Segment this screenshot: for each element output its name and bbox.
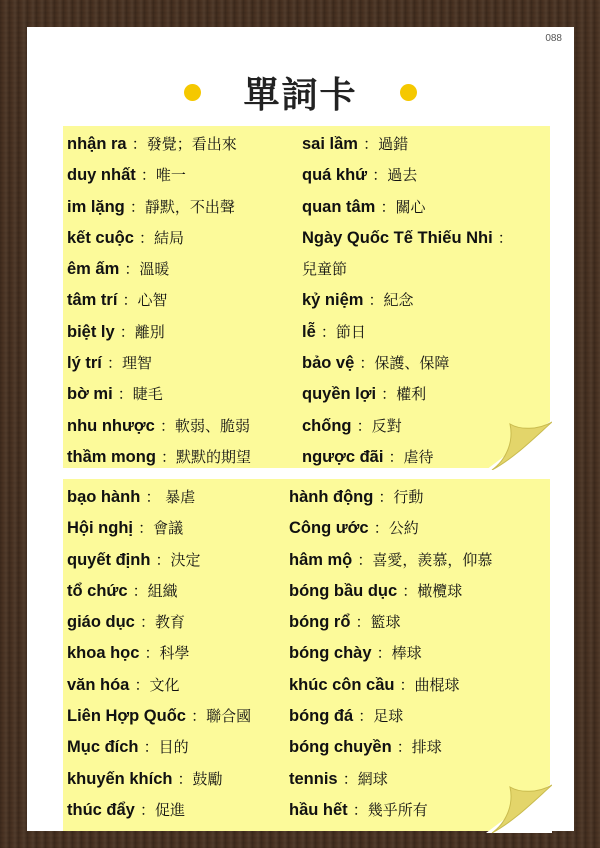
chinese-meaning: ： 暴虐: [145, 488, 196, 506]
vietnamese-word: khoa học: [67, 644, 140, 663]
vocab-entry: [302, 253, 513, 284]
chinese-meaning: ：默默的期望: [161, 447, 252, 466]
chinese-meaning: ：目的: [143, 738, 189, 757]
vietnamese-word: tâm trí: [67, 291, 118, 310]
vietnamese-word: bờ mi: [67, 385, 113, 404]
vocab-entry: [302, 159, 513, 190]
vocab-entry: [67, 794, 251, 825]
vietnamese-word: biệt ly: [67, 322, 115, 341]
vietnamese-word: khúc côn cầu: [289, 675, 395, 694]
vietnamese-word: thầm mong: [67, 447, 156, 466]
vocab-entry: [302, 222, 513, 253]
vocab-entry: [67, 410, 251, 441]
vocab-entry: [302, 347, 513, 378]
chinese-meaning: ：關心: [380, 197, 426, 216]
vietnamese-word: Liên Hợp Quốc: [67, 707, 186, 726]
vocab-entry: [289, 794, 492, 825]
chinese-meaning: ：棒球: [376, 644, 422, 663]
page-title: 單詞卡: [243, 74, 358, 116]
vietnamese-word: bóng đá: [289, 707, 354, 726]
vietnamese-word: bảo vệ: [302, 354, 355, 373]
chinese-meaning: ：會議: [138, 519, 184, 538]
vocab-entry: [289, 669, 492, 700]
vietnamese-word: nhận ra: [67, 135, 127, 153]
chinese-meaning: ：網球: [342, 769, 388, 788]
chinese-meaning: ：喜愛，羨慕，仰慕: [357, 550, 493, 569]
chinese-meaning: ：過去: [372, 166, 418, 185]
vietnamese-word: kết cuộc: [67, 228, 134, 247]
vocab-entry: [289, 637, 492, 668]
vietnamese-word: im lặng: [67, 197, 125, 216]
chinese-meaning: ：權利: [381, 385, 427, 404]
chinese-meaning: ：心智: [122, 291, 168, 310]
chinese-meaning: ：: [497, 228, 513, 247]
chinese-meaning: ：保護、保障: [359, 354, 450, 373]
chinese-meaning: ：促進: [139, 800, 185, 819]
chinese-meaning: ：睫毛: [117, 385, 163, 404]
vocab-entry: [67, 222, 251, 253]
vocab-column-right: [289, 481, 492, 825]
chinese-meaning: ：結局: [139, 228, 185, 247]
vocab-entry: [289, 700, 492, 731]
chinese-meaning: ：行動: [378, 488, 424, 506]
vocab-entry: [67, 731, 251, 762]
vietnamese-word: giáo dục: [67, 613, 135, 632]
yellow-dot-icon: [400, 84, 417, 101]
vietnamese-word: lý trí: [67, 354, 102, 373]
chinese-meaning: ：理智: [106, 354, 152, 373]
chinese-meaning: ：橄欖球: [402, 581, 463, 600]
vocab-entry: [302, 128, 513, 159]
chinese-meaning: ：靜默，不出聲: [129, 197, 235, 216]
vocab-entry: [289, 606, 492, 637]
vocab-entry: [67, 347, 251, 378]
vietnamese-word: duy nhất: [67, 166, 136, 185]
vietnamese-word: quyết định: [67, 550, 151, 569]
chinese-meaning: ：離別: [119, 322, 165, 341]
vietnamese-word: chống: [302, 416, 352, 435]
chinese-meaning: ：幾乎所有: [352, 800, 428, 819]
vietnamese-word: bóng bầu dục: [289, 581, 398, 600]
vocab-card-1: [63, 126, 550, 468]
vocab-entry: [67, 253, 251, 284]
vietnamese-word: lễ: [302, 322, 316, 341]
vocab-entry: [67, 316, 251, 347]
vietnamese-word: Công ước: [289, 519, 369, 538]
vocab-entry: [302, 316, 513, 347]
vocab-entry: [289, 763, 492, 794]
vocab-entry: [67, 284, 251, 315]
vocab-entry: [302, 378, 513, 409]
page-curl-icon: [486, 783, 552, 833]
vocab-column-right: [302, 128, 513, 472]
vocab-entry: [302, 284, 513, 315]
vietnamese-word: nhu nhược: [67, 416, 155, 435]
vocab-entry: [302, 441, 513, 472]
vocab-entry: [67, 637, 251, 668]
chinese-meaning: ：科學: [144, 644, 190, 663]
chinese-meaning: ：決定: [155, 550, 201, 569]
vietnamese-word: bóng chày: [289, 644, 372, 663]
vietnamese-word: thúc đẩy: [67, 800, 135, 819]
vietnamese-word: bạo hành: [67, 488, 141, 506]
vocab-entry: [289, 512, 492, 543]
vocab-entry: [302, 191, 513, 222]
vocab-entry: [289, 481, 492, 512]
vocab-card-2: [63, 479, 550, 831]
vocab-entry: [67, 575, 251, 606]
chinese-meaning: ：聯合國: [191, 707, 252, 726]
vietnamese-word: hầu hết: [289, 800, 348, 819]
chinese-meaning: ：過錯: [363, 135, 409, 153]
vietnamese-word: Hội nghị: [67, 519, 133, 538]
chinese-meaning: ：文化: [134, 675, 180, 694]
chinese-meaning: ：軟弱、脆弱: [159, 416, 250, 435]
chinese-meaning: ：排球: [396, 738, 442, 757]
vietnamese-word: ngược đãi: [302, 447, 384, 466]
vietnamese-word: bóng chuyền: [289, 738, 392, 757]
vocab-column-left: [67, 481, 251, 825]
chinese-meaning: ：反對: [356, 416, 402, 435]
yellow-dot-icon: [184, 84, 201, 101]
vocab-entry: [67, 700, 251, 731]
vietnamese-word: khuyến khích: [67, 769, 173, 788]
vietnamese-word: quá khứ: [302, 166, 368, 185]
chinese-meaning: ：教育: [139, 613, 185, 632]
vietnamese-word: êm ấm: [67, 260, 120, 279]
vietnamese-word: quan tâm: [302, 197, 376, 216]
vietnamese-word: Ngày Quốc Tế Thiếu Nhi: [302, 228, 493, 247]
vocab-entry: [67, 763, 251, 794]
vietnamese-word: quyền lợi: [302, 385, 377, 404]
vocab-entry: [67, 378, 251, 409]
chinese-meaning: ：發覺；看出來: [131, 135, 237, 153]
vocab-entry: [67, 544, 251, 575]
vocab-entry: [67, 159, 251, 190]
vocab-entry: [67, 669, 251, 700]
vocab-entry: [67, 512, 251, 543]
chinese-meaning: ：籃球: [355, 613, 401, 632]
vietnamese-word: hâm mộ: [289, 550, 353, 569]
chinese-meaning: ：虐待: [388, 447, 434, 466]
vietnamese-word: tổ chức: [67, 581, 128, 600]
chinese-meaning: ：足球: [358, 707, 404, 726]
chinese-meaning: 兒童節: [302, 260, 348, 279]
vocab-entry: [289, 731, 492, 762]
vocab-entry: [67, 441, 251, 472]
chinese-meaning: ：紀念: [368, 291, 414, 310]
chinese-meaning: ：鼓勵: [177, 769, 223, 788]
vietnamese-word: hành động: [289, 488, 374, 506]
chinese-meaning: ：公約: [373, 519, 419, 538]
vocab-entry: [67, 481, 251, 512]
title-bar: [27, 67, 574, 117]
chinese-meaning: ：組織: [132, 581, 178, 600]
chinese-meaning: ：溫暖: [124, 260, 170, 279]
vietnamese-word: văn hóa: [67, 675, 130, 694]
chinese-meaning: ：曲棍球: [399, 675, 460, 694]
vocab-entry: [67, 191, 251, 222]
vietnamese-word: bóng rổ: [289, 613, 351, 632]
vocab-entry: [289, 544, 492, 575]
vietnamese-word: Mục đích: [67, 738, 139, 757]
page-curl-icon: [486, 420, 552, 470]
vietnamese-word: kỷ niệm: [302, 291, 364, 310]
vocabulary-page: [27, 27, 574, 831]
vocab-entry: [289, 575, 492, 606]
chinese-meaning: ：節日: [320, 322, 366, 341]
vocab-entry: [302, 410, 513, 441]
vocab-column-left: [67, 128, 251, 472]
vocab-entry: [67, 606, 251, 637]
chinese-meaning: ：唯一: [140, 166, 186, 185]
page-number: 088: [545, 33, 562, 44]
vietnamese-word: sai lầm: [302, 135, 358, 153]
vocab-entry: [67, 128, 251, 159]
vietnamese-word: tennis: [289, 769, 338, 788]
